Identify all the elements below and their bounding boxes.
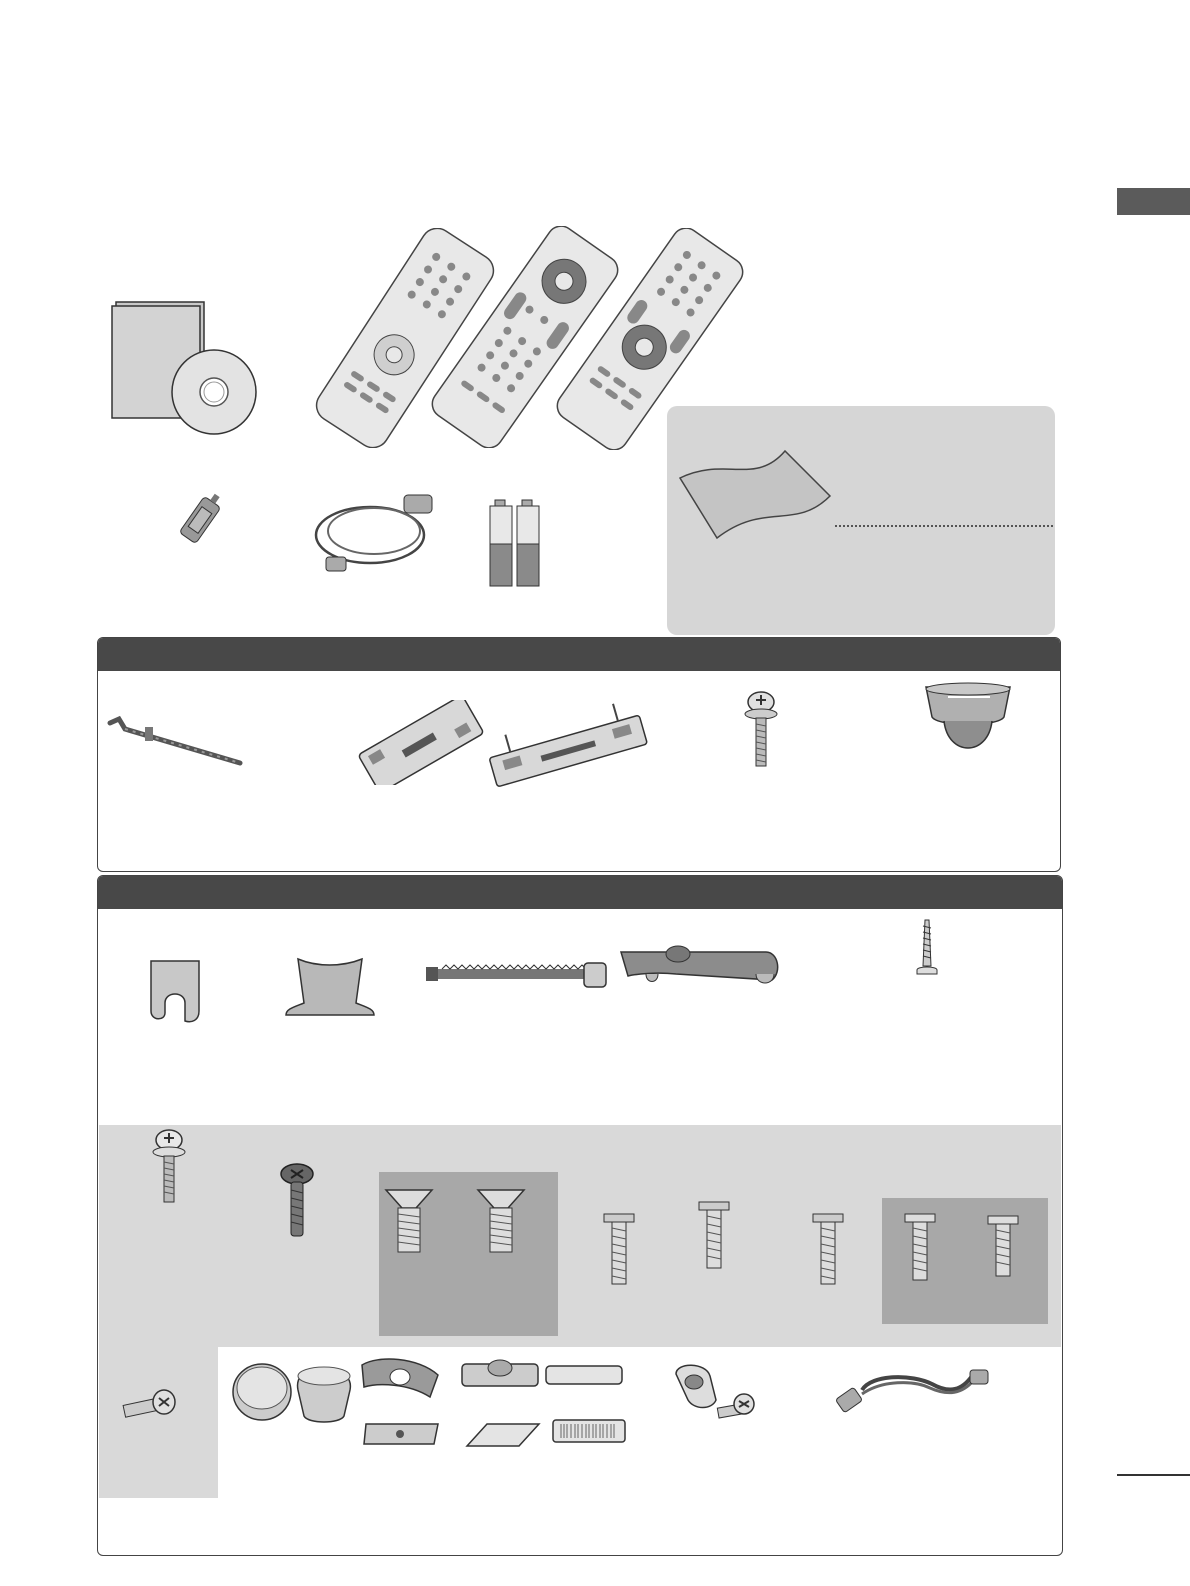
power-cord-icon bbox=[308, 485, 448, 580]
twister-holder-icon bbox=[616, 944, 786, 994]
battery-icon bbox=[488, 498, 550, 588]
cable-holder-icon bbox=[145, 955, 205, 1027]
manual-cd-icon bbox=[110, 300, 270, 440]
protection-cover-icon bbox=[544, 1362, 624, 1388]
screw-icon bbox=[915, 918, 939, 988]
protection-cover-icon bbox=[465, 1420, 541, 1450]
protection-cover-icon bbox=[551, 1416, 627, 1446]
cable-management-icon bbox=[918, 677, 1018, 767]
protection-cover-icon bbox=[460, 1358, 540, 1392]
screw-icon bbox=[986, 1214, 1020, 1280]
polishing-cloth-icon bbox=[675, 446, 835, 546]
battery-pair bbox=[488, 498, 550, 588]
twister-holder-icon bbox=[422, 955, 612, 995]
screw-icon bbox=[740, 690, 782, 770]
cable-holder-icon bbox=[282, 955, 377, 1020]
cable-holder-icon bbox=[672, 1360, 762, 1426]
protection-cover-icon bbox=[486, 702, 651, 792]
protection-cover-icon bbox=[230, 1360, 360, 1426]
polishing-cloth-panel bbox=[667, 406, 1055, 635]
screw-icon bbox=[476, 1186, 526, 1256]
screw-icon bbox=[903, 1212, 937, 1284]
screw-icon bbox=[697, 1200, 731, 1272]
dvi-cable-icon bbox=[832, 1364, 992, 1416]
section-1-header-bar bbox=[98, 638, 1060, 671]
clip-icon bbox=[358, 1353, 443, 1403]
screw-icon bbox=[602, 1212, 636, 1288]
screw-icon bbox=[148, 1128, 190, 1206]
screw-icon bbox=[811, 1212, 845, 1288]
protection-cover-icon bbox=[360, 1420, 442, 1450]
cloth-label-leader bbox=[835, 525, 1053, 527]
section-tab-marker bbox=[1117, 188, 1190, 215]
ferrite-core-icon bbox=[170, 490, 230, 550]
section-2-header-bar bbox=[98, 876, 1062, 909]
page-number-rule bbox=[1117, 1474, 1190, 1476]
screw-icon bbox=[277, 1162, 317, 1240]
screw-icon bbox=[384, 1186, 434, 1256]
protection-cover-icon bbox=[355, 700, 490, 785]
screw-icon bbox=[120, 1388, 178, 1424]
cable-tie-icon bbox=[105, 715, 245, 770]
